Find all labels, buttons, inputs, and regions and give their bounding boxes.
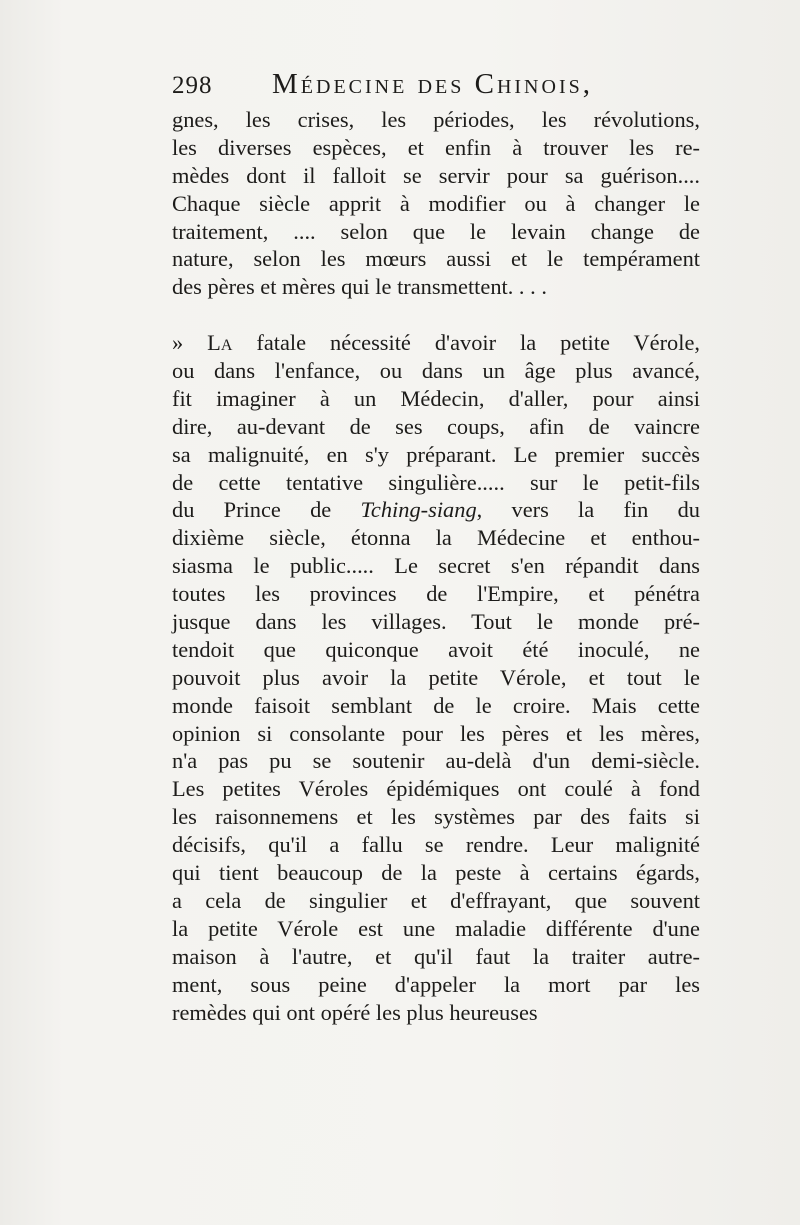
drop-word: La: [207, 330, 233, 356]
text-line: remèdes qui ont opéré les plus heureuses: [172, 999, 538, 1025]
text-line: maison à l'autre, et qu'il faut la traiter autre-: [172, 943, 700, 969]
text-line: pouvoit plus avoir la petite Vérole, et tout le: [172, 664, 700, 690]
text-line: mèdes dont il falloit se servir pour sa guérison....: [172, 162, 700, 188]
text-line: des pères et mères qui le transmettent. . . .: [172, 274, 547, 300]
text-line: jusque dans les villages. Tout le monde pré-: [172, 609, 700, 635]
text-line: traitement, .... selon que le levain change de: [172, 218, 700, 244]
text-line: de cette tentative singulière..... sur le petit-fils: [172, 469, 700, 495]
text-line: sa malignuité, en s'y préparant. Le premier succès: [172, 441, 700, 467]
text-line: tendoit que quiconque avoit été inoculé, ne: [172, 636, 700, 662]
text-line: les diverses espèces, et enfin à trouver les re-: [172, 134, 700, 160]
paragraph-break: [172, 301, 700, 329]
text-line: a cela de singulier et d'effrayant, que souvent: [172, 887, 700, 913]
proper-name-italic: Tching-siang: [360, 497, 477, 523]
text-line: siasma le public..... Le secret s'en répandit dans: [172, 553, 700, 579]
text-line: dixième siècle, étonna la Médecine et enthou-: [172, 525, 700, 551]
text-line: n'a pas pu se soutenir au-delà d'un demi-siècle.: [172, 748, 700, 774]
paragraph-opening-line: [172, 329, 700, 357]
text-line: Les petites Véroles épidémiques ont coulé à fond: [172, 776, 700, 802]
text-line: opinion si consolante pour les pères et les mères,: [172, 720, 700, 746]
text-line: toutes les provinces de l'Empire, et pénétra: [172, 581, 700, 607]
page-header: [172, 68, 702, 108]
text-line: les raisonnemens et les systèmes par des faits si: [172, 804, 700, 830]
opening-line-text: fatale nécessité d'avoir la petite Vérole,: [232, 330, 700, 356]
text-line: ment, sous peine d'appeler la mort par les: [172, 971, 700, 997]
text-line: Chaque siècle apprit à modifier ou à changer le: [172, 190, 700, 216]
text-line: qui tient beaucoup de la peste à certains égards,: [172, 860, 700, 886]
text-line: dire, au-devant de ses coups, afin de vaincre: [172, 413, 700, 439]
page-number: 298: [172, 72, 213, 99]
text-line: la petite Vérole est une maladie différente d'une: [172, 915, 700, 941]
text-line: gnes, les crises, les périodes, les révolutions,: [172, 107, 700, 132]
text-line: nature, selon les mœurs aussi et le tempérament: [172, 246, 700, 272]
body-text: [172, 106, 700, 1026]
line-suffix: , vers la fin du: [476, 497, 700, 523]
text-line: fit imaginer à un Médecin, d'aller, pour ainsi: [172, 385, 700, 411]
running-title: Médecine des Chinois,: [272, 68, 593, 100]
text-line: décisifs, qu'il a fallu se rendre. Leur malignité: [172, 832, 700, 858]
quote-mark: »: [172, 330, 208, 356]
line-prefix: du Prince de: [172, 497, 361, 523]
text-line: monde faisoit semblant de le croire. Mais cette: [172, 692, 700, 718]
text-line-with-italic-name: [172, 496, 700, 524]
text-line: ou dans l'enfance, ou dans un âge plus avancé,: [172, 358, 700, 384]
